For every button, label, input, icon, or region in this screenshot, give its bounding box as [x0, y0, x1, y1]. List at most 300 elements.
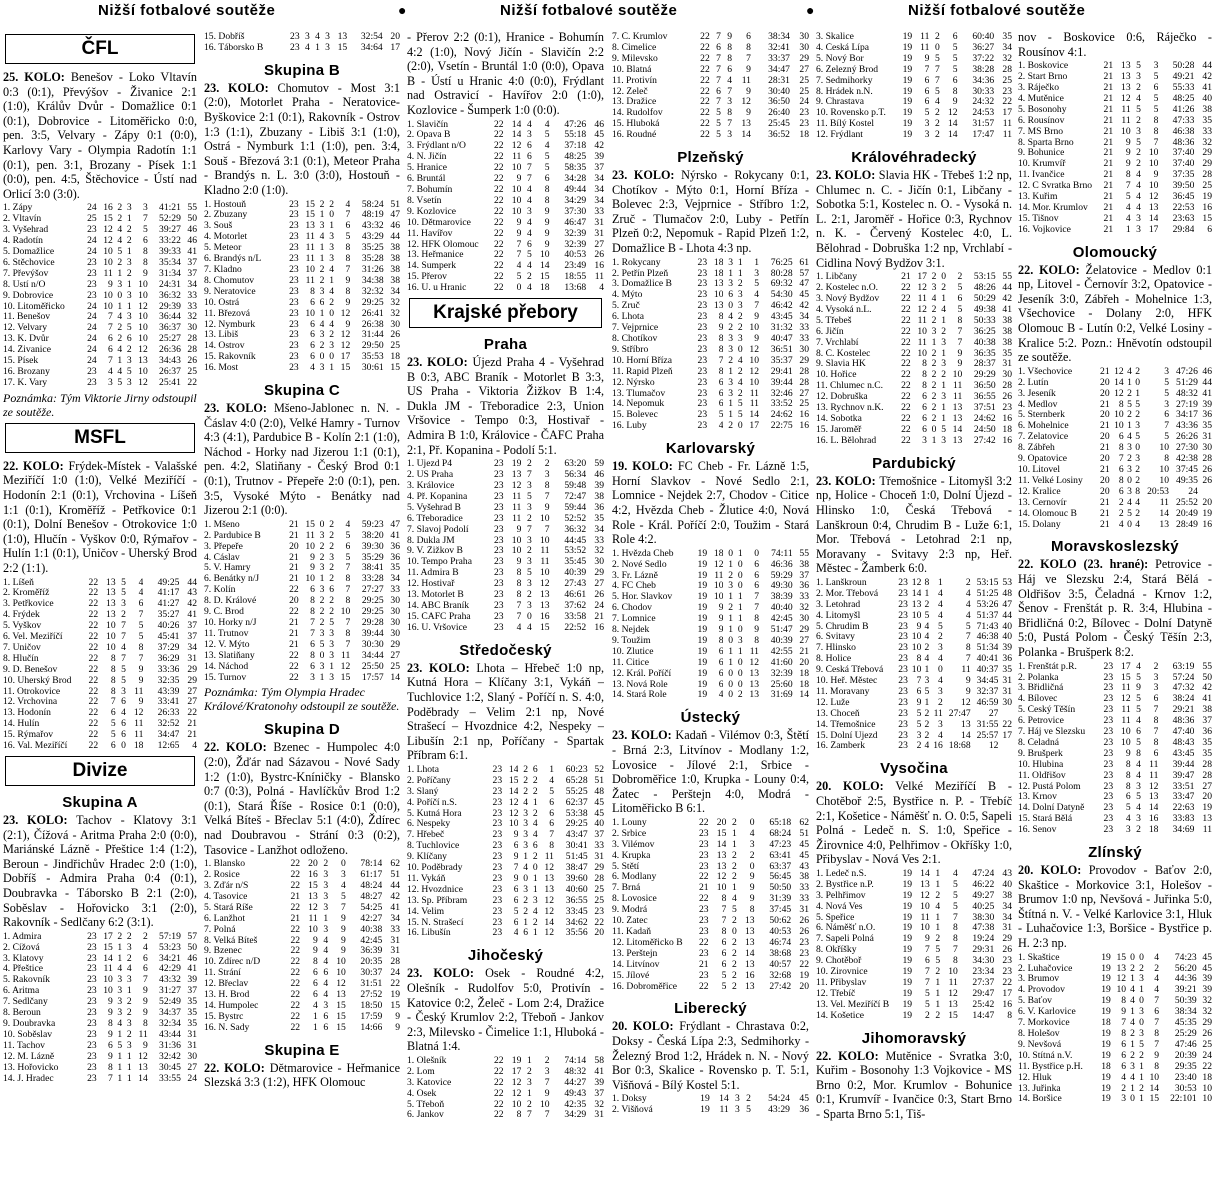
table-row — [204, 574, 400, 585]
stat-cell: 35:28 — [361, 254, 384, 265]
stat-cell: 0 — [941, 272, 946, 283]
stat-cell: 4 — [323, 946, 329, 957]
stat-cell: 51:37 — [976, 610, 999, 621]
stat-cell: 8 — [746, 42, 751, 53]
stat-cell: 45 — [799, 839, 809, 850]
team-name: 12. Hvozdnice — [407, 884, 463, 895]
table-row — [204, 341, 400, 352]
stat-cell: 19 — [697, 548, 708, 559]
table-row — [3, 975, 197, 986]
stat-cell: 51:45 — [565, 852, 588, 863]
stat-cell: 22 — [493, 195, 504, 206]
team-name: 6. Svitavy — [816, 632, 855, 643]
stat-cell: 20 — [1100, 454, 1110, 465]
team-name: 13. Perštejn — [612, 948, 658, 959]
stat-cell: 10 — [952, 370, 963, 381]
stat-cell: 9 — [341, 935, 346, 946]
team-name: 9. Kozlovice — [407, 206, 457, 217]
stat-cell: 3 — [737, 290, 743, 301]
standings-table — [204, 200, 400, 375]
stat-cell: 34:43 — [159, 356, 181, 367]
stat-cell: 23 — [697, 323, 708, 334]
team-name: 14. Humpolec — [204, 1000, 259, 1011]
stat-cell: 48 — [594, 786, 604, 797]
stat-cell: 25:42 — [972, 999, 995, 1010]
stat-cell: 0 — [1130, 1094, 1135, 1105]
stat-cell: 3 — [1136, 126, 1141, 137]
stat-cell: 62:37 — [565, 797, 588, 808]
stat-cell: 12 — [511, 481, 522, 492]
team-name: 3. Letohrad — [816, 599, 861, 610]
round-label: 22. KOLO: — [204, 740, 267, 755]
stat-cell: 4 — [523, 863, 529, 874]
table-row — [1018, 476, 1212, 487]
table-row — [816, 294, 1012, 305]
stat-cell: 15 — [539, 272, 550, 283]
stat-cell: 23 — [87, 953, 97, 964]
table-row — [204, 43, 400, 54]
team-name: 11. Citice — [612, 657, 649, 668]
stat-cell: 0 — [341, 859, 346, 870]
stat-cell: 23 — [898, 588, 908, 599]
table-row — [612, 410, 809, 421]
stat-cell: 6 — [526, 152, 532, 163]
stat-cell: 4 — [718, 421, 724, 432]
stat-cell: 4 — [117, 366, 123, 377]
stat-cell: 6 — [513, 841, 519, 852]
stat-cell: 4 — [935, 97, 940, 108]
stat-cell: 8 — [754, 635, 759, 646]
round-label: 23. KOLO: — [612, 728, 672, 743]
stat-cell: 14 — [1114, 377, 1124, 388]
stat-cell: 42 — [799, 301, 809, 312]
stat-cell: 50:62 — [769, 916, 792, 927]
stat-cell: 36:37 — [159, 323, 181, 334]
stat-cell: 36:50 — [973, 381, 996, 392]
stat-cell: 46 — [390, 221, 400, 232]
team-name: 16. Táborsko B — [204, 42, 264, 53]
stat-cell: 6 — [310, 330, 315, 341]
team-name: 11. Velké Losiny — [1018, 475, 1083, 486]
stat-cell: 3 — [922, 435, 927, 446]
stat-cell: 5 — [117, 377, 123, 388]
stat-cell: 29:50 — [361, 341, 384, 352]
stat-cell: 0 — [737, 625, 743, 636]
stat-cell: 33 — [799, 894, 809, 905]
stat-cell: 23 — [898, 643, 908, 654]
stat-cell: 1 — [941, 315, 946, 326]
stat-cell: 19 — [511, 1055, 522, 1066]
stat-cell: 23 — [1002, 403, 1012, 414]
stat-cell: 32 — [1002, 53, 1012, 64]
stat-cell: 8 — [549, 841, 554, 852]
page-header-2: Nižší fotbalové soutěže — [500, 2, 678, 19]
results-text: Třemošnice - Litomyšl 3:2 np, Holice - Choceň 1:0, Dolní Újezd - Hlinsko 1:0, Česká Třebová - Lanškroun 0:4, Chrudim B - Luže 6:1, Mor. Třebová - Letohrad 2:1 np, Moravany - Svitavy 2:3 np, Heř. Městec - Žamberk 6:0. — [816, 473, 1012, 576]
stat-cell: 21 — [1100, 497, 1110, 508]
stat-cell: 7 — [727, 119, 732, 130]
team-name: 16. Libušín — [407, 928, 451, 939]
stat-cell: 3 — [526, 535, 532, 546]
stat-cell: 22 — [290, 1000, 301, 1011]
stat-cell: 23 — [1103, 759, 1114, 770]
stat-cell: 3 — [126, 1019, 132, 1029]
table-row — [3, 954, 197, 965]
stat-cell: 6 — [107, 345, 113, 356]
stat-cell: 10 — [103, 257, 113, 268]
team-name: 4. Př. Kopanina — [407, 491, 468, 502]
team-name: 14. Olomouc B — [1018, 508, 1077, 519]
stat-cell: 23 — [1103, 792, 1114, 803]
round-results — [3, 813, 197, 930]
stat-cell: 35:45 — [564, 557, 587, 568]
stat-cell: 7 — [310, 617, 315, 628]
stat-cell: 1 — [329, 275, 334, 286]
stat-cell: 6 — [329, 585, 334, 596]
stat-cell: 11 — [749, 646, 759, 657]
stat-cell: 34 — [1002, 901, 1012, 912]
stat-cell: 2 — [1130, 963, 1135, 974]
stat-cell: 27 — [594, 239, 604, 250]
team-name: 12. Velvary — [3, 323, 48, 334]
stat-cell: 9 — [138, 697, 144, 708]
stat-cell: 2 — [329, 574, 334, 585]
stat-cell: 21 — [799, 646, 809, 657]
stat-cell: 28:49 — [1176, 519, 1198, 530]
stat-cell: 42 — [1202, 683, 1212, 694]
stat-cell: 8 — [516, 568, 522, 579]
table-row — [407, 601, 604, 612]
table-row — [1018, 225, 1212, 236]
table-row — [1018, 673, 1212, 684]
stat-cell: 14 — [508, 764, 519, 775]
team-name: 11. Vykáň — [407, 873, 446, 884]
stat-cell: 6 — [526, 239, 532, 250]
stat-cell: 21 — [290, 891, 301, 902]
stat-cell: 1 — [731, 839, 737, 850]
table-row — [204, 936, 400, 947]
team-name: 14. Šumperk — [407, 261, 457, 272]
stat-cell: 3 — [544, 1066, 550, 1077]
stat-cell: 13 — [539, 601, 550, 611]
standings-table — [816, 272, 1012, 447]
stat-cell: 7 — [142, 975, 148, 986]
stat-cell: 29:25 — [565, 819, 588, 830]
stat-cell: 2 — [323, 859, 329, 870]
stat-cell: 33 — [799, 323, 809, 334]
stat-cell: 31 — [1002, 686, 1012, 697]
stat-cell: 0 — [516, 283, 522, 294]
stat-cell: 22 — [901, 370, 911, 381]
stat-cell: 22 — [1202, 1061, 1212, 1072]
stat-cell: 43:45 — [770, 312, 793, 323]
stat-cell: 3 — [1135, 454, 1141, 465]
table-row — [816, 381, 1012, 392]
stat-cell: 23 — [493, 546, 504, 557]
stat-cell: 40 — [1002, 879, 1012, 890]
table-row — [1018, 465, 1212, 476]
stat-cell: 37 — [594, 1088, 604, 1099]
stat-cell: 0 — [737, 668, 743, 679]
stat-cell: 26:33 — [157, 708, 180, 719]
stat-cell: 56:34 — [564, 470, 587, 481]
stat-cell: 4 — [117, 1019, 123, 1029]
stat-cell: 30 — [799, 614, 809, 625]
team-name: 3. Ráječko — [1018, 83, 1060, 93]
stat-cell: 3 — [319, 221, 325, 232]
table-row — [612, 356, 809, 367]
stat-cell: 51:47 — [770, 625, 793, 636]
stat-cell: 3 — [117, 279, 123, 290]
stat-cell: 30 — [187, 1051, 197, 1062]
stat-cell: 2 — [319, 596, 325, 607]
stat-cell: 43:29 — [361, 232, 384, 243]
stat-cell: 20 — [1100, 388, 1110, 399]
stat-cell: 2 — [319, 199, 325, 210]
stat-cell: 22 — [700, 64, 710, 75]
stat-cell: 0 — [1139, 952, 1144, 963]
table-row — [3, 997, 197, 1008]
stat-cell: 8 — [754, 614, 759, 625]
stat-cell: 2 — [329, 330, 334, 341]
stat-cell: 19 — [902, 956, 913, 967]
team-name: 7. Kladno — [204, 265, 242, 275]
stat-cell: 3 — [329, 650, 334, 661]
stat-cell: 22 — [493, 119, 504, 130]
stat-cell: 8 — [544, 481, 550, 492]
stat-cell: 22 — [88, 632, 99, 643]
stat-cell: 6 — [312, 979, 318, 990]
stat-cell: 37:45 — [769, 905, 792, 916]
stat-cell: 7 — [1125, 181, 1131, 192]
team-name: 17. K. Vary — [3, 377, 48, 388]
stat-cell: 5 — [935, 945, 941, 956]
stat-cell: 11 — [719, 1105, 729, 1116]
stat-cell: 25 — [390, 341, 400, 352]
stat-cell: 22 — [1002, 719, 1012, 730]
table-row — [3, 708, 197, 719]
stat-cell: 2 — [319, 607, 325, 618]
stat-cell: 23 — [697, 410, 708, 421]
stat-cell: 2 — [941, 326, 946, 337]
table-row — [204, 265, 400, 276]
stat-cell: 23 — [1103, 748, 1114, 759]
stat-cell: 1 — [319, 308, 325, 319]
team-name: 7. Č. Krumlov — [612, 32, 668, 42]
stat-cell: 3 — [1136, 814, 1141, 825]
stat-cell: 26 — [1202, 475, 1212, 486]
table-row — [3, 334, 197, 345]
stat-cell: 19 — [1101, 1039, 1111, 1050]
table-row — [407, 1067, 604, 1078]
stat-cell: 39:44 — [1172, 759, 1195, 770]
stat-cell: 41 — [1202, 694, 1212, 705]
stat-cell: 26 — [799, 927, 809, 937]
stat-cell: 7 — [746, 53, 751, 64]
stat-cell: 10 — [716, 883, 727, 894]
stat-cell: 48 — [1002, 588, 1012, 599]
stat-cell: 23 — [492, 764, 503, 775]
stat-cell: 38 — [1002, 315, 1012, 326]
stat-cell: 4 — [965, 588, 971, 599]
stat-cell: 45 — [1202, 952, 1212, 963]
table-row — [1018, 94, 1212, 105]
stat-cell: 2 — [731, 981, 737, 992]
stat-cell: 3 — [329, 672, 334, 683]
stat-cell: 2 — [746, 1094, 751, 1105]
stat-cell: 76:25 — [770, 257, 793, 268]
stat-cell: 14 — [511, 119, 522, 130]
stat-cell: 2 — [931, 370, 937, 381]
stat-cell: 8 — [345, 243, 351, 254]
stat-cell: 27:37 — [972, 978, 995, 988]
stat-cell: 38 — [390, 275, 400, 286]
stat-cell: 8 — [727, 42, 732, 53]
stat-cell: 21 — [1103, 224, 1114, 235]
stat-cell: 18 — [1002, 424, 1012, 435]
stat-cell: 6 — [110, 708, 116, 719]
table-row — [3, 654, 197, 665]
team-name: 8. Dukla JM — [407, 535, 455, 546]
stat-cell: 18:50 — [360, 1000, 383, 1011]
stat-cell: 22 — [901, 294, 911, 305]
stat-cell: 31 — [594, 217, 604, 228]
stat-cell: 15 — [1149, 1094, 1160, 1105]
team-name: 15. Písek — [3, 356, 39, 367]
stat-cell: 23 — [898, 730, 908, 741]
stat-cell: 6 — [718, 668, 724, 679]
team-name: 2. Lutín — [1018, 377, 1049, 388]
stat-cell: 23 — [87, 1051, 97, 1062]
stat-cell: 23 — [898, 621, 908, 632]
stat-cell: 26 — [594, 590, 604, 601]
stat-cell: 22 — [290, 902, 301, 913]
team-name: 5. Stará Říše — [204, 902, 253, 913]
results-text: FC Cheb - Fr. Lázně 1:5, Horní Slavkov - Nové Sedlo 2:1, Lomnice - Nejdek 2:7, Chodov - Citice 4:2, Hvězda Cheb - Žlutice 4:0, Nová Role - Král. Poříčí 2:0, Toužim - Stará Role 4:2. — [612, 459, 809, 547]
stat-cell: 12 — [1116, 974, 1127, 985]
stat-cell: 30 — [390, 607, 400, 618]
team-name: 15. N. Strašecí — [407, 917, 464, 928]
stat-cell: 32 — [1202, 996, 1212, 1007]
stat-cell: 11 — [920, 32, 930, 42]
stat-cell: 1 — [329, 661, 334, 672]
stat-cell: 8 — [544, 185, 550, 195]
stat-cell: 5 — [121, 675, 126, 686]
stat-cell: 9 — [138, 664, 144, 675]
stat-cell: 3 — [117, 997, 123, 1008]
stat-cell: 5 — [126, 366, 132, 377]
stat-cell: 39:30 — [361, 541, 384, 552]
team-name: 6. Jičín — [816, 326, 844, 337]
stat-cell: 2 — [731, 937, 737, 948]
stat-cell: 3 — [319, 286, 325, 297]
stat-cell: 1 — [941, 294, 946, 305]
stat-cell: 27:42 — [769, 981, 792, 992]
stat-cell: 11 — [512, 513, 522, 524]
team-name: 6. Štěchovice — [3, 257, 55, 268]
stat-cell: 3 — [117, 975, 123, 986]
stat-cell: 31:51 — [360, 979, 383, 990]
stat-cell: 11 — [953, 381, 963, 392]
stat-cell: 31 — [1002, 923, 1012, 934]
stat-cell: 3 — [304, 32, 310, 42]
table-row — [407, 809, 604, 820]
table-row — [816, 967, 1012, 978]
stat-cell: 7 — [526, 524, 532, 535]
table-row — [3, 1041, 197, 1052]
stat-cell: 42:27 — [360, 913, 383, 924]
stat-cell: 30 — [1002, 370, 1012, 381]
stat-cell: 33 — [594, 206, 604, 217]
stat-cell: 13 — [920, 879, 930, 890]
team-name: 15. Rýmařov — [3, 730, 54, 741]
stat-cell: 18 — [539, 283, 550, 294]
stat-cell: 3 — [526, 1077, 532, 1088]
stat-cell: 4 — [1154, 985, 1160, 996]
stat-cell: 35 — [1202, 421, 1212, 432]
stat-cell: 9 — [746, 64, 751, 75]
stat-cell: 9 — [395, 1022, 400, 1033]
stat-cell: 1 — [323, 913, 329, 924]
team-name: 12. Nýrsko — [612, 377, 655, 388]
stat-cell: 3 — [526, 579, 532, 590]
stat-cell: 9 — [513, 852, 519, 863]
stat-cell: 3 — [323, 880, 329, 891]
stat-cell: 17 — [1121, 661, 1131, 672]
stat-cell: 7 — [544, 491, 550, 502]
stat-cell: 34 — [390, 574, 400, 585]
team-name: 12. Břeclav — [204, 979, 249, 990]
stat-cell: 2 — [532, 917, 538, 928]
stat-cell: 38:68 — [769, 948, 792, 959]
stat-cell: 6 — [323, 1022, 329, 1033]
standings-table — [612, 258, 809, 433]
stat-cell: 6 — [312, 968, 318, 979]
stat-cell: 4 — [938, 610, 943, 621]
team-name: 11. Tachov — [3, 1040, 45, 1051]
stat-cell: 3 — [941, 435, 946, 446]
team-name: 9. Milevsko — [612, 53, 658, 64]
stat-cell: 6 — [549, 819, 554, 830]
stat-cell: 23 — [898, 610, 908, 621]
stat-cell: 1 — [728, 268, 734, 279]
stat-cell: 12 — [340, 330, 351, 341]
stat-cell: 6 — [310, 319, 315, 330]
stat-cell: 3 — [329, 254, 334, 265]
stat-cell: 54:30 — [770, 290, 793, 301]
stat-cell: 31 — [187, 1040, 197, 1051]
results-text: Tachov - Klatovy 3:1 (2:1), Čížová - Aritma Praha 2:0 (0:0), Mariánské Lázně - Přeštice 1:4 (1:2), Beroun - Jindřichův Hradec 2:0 (1:0), Dobříš - Admira Praha 0:4 (0:1), Doubravka - Táborsko B 2:1 (2:0), Soběslav - Hořovicko 3:1 (2:0), Rakovník - Sedlčany 6:2 (3:1). — [3, 813, 197, 930]
stat-cell: 5 — [718, 410, 724, 421]
stat-cell: 8 — [516, 590, 522, 601]
stat-cell: 23 — [698, 861, 709, 872]
stat-cell: 6 — [310, 661, 315, 672]
stat-cell: 18 — [1101, 1018, 1111, 1029]
table-row — [407, 863, 604, 874]
stat-cell: 35 — [187, 1019, 197, 1029]
table-row — [204, 531, 400, 542]
stat-cell: 38 — [1202, 104, 1212, 115]
stat-cell: 12 — [741, 97, 751, 108]
stat-cell: 46:59 — [976, 697, 999, 708]
stat-cell: 22 — [493, 152, 504, 163]
team-name: 9. V. Žižkov B — [407, 546, 463, 557]
stat-cell: 21 — [1100, 399, 1110, 410]
stat-cell: 9 — [544, 502, 550, 513]
stat-cell: 10 — [749, 377, 759, 388]
stat-cell: 13 — [336, 990, 346, 1001]
team-name: 1. Lhota — [407, 764, 439, 775]
stat-cell: 3 — [319, 628, 325, 639]
